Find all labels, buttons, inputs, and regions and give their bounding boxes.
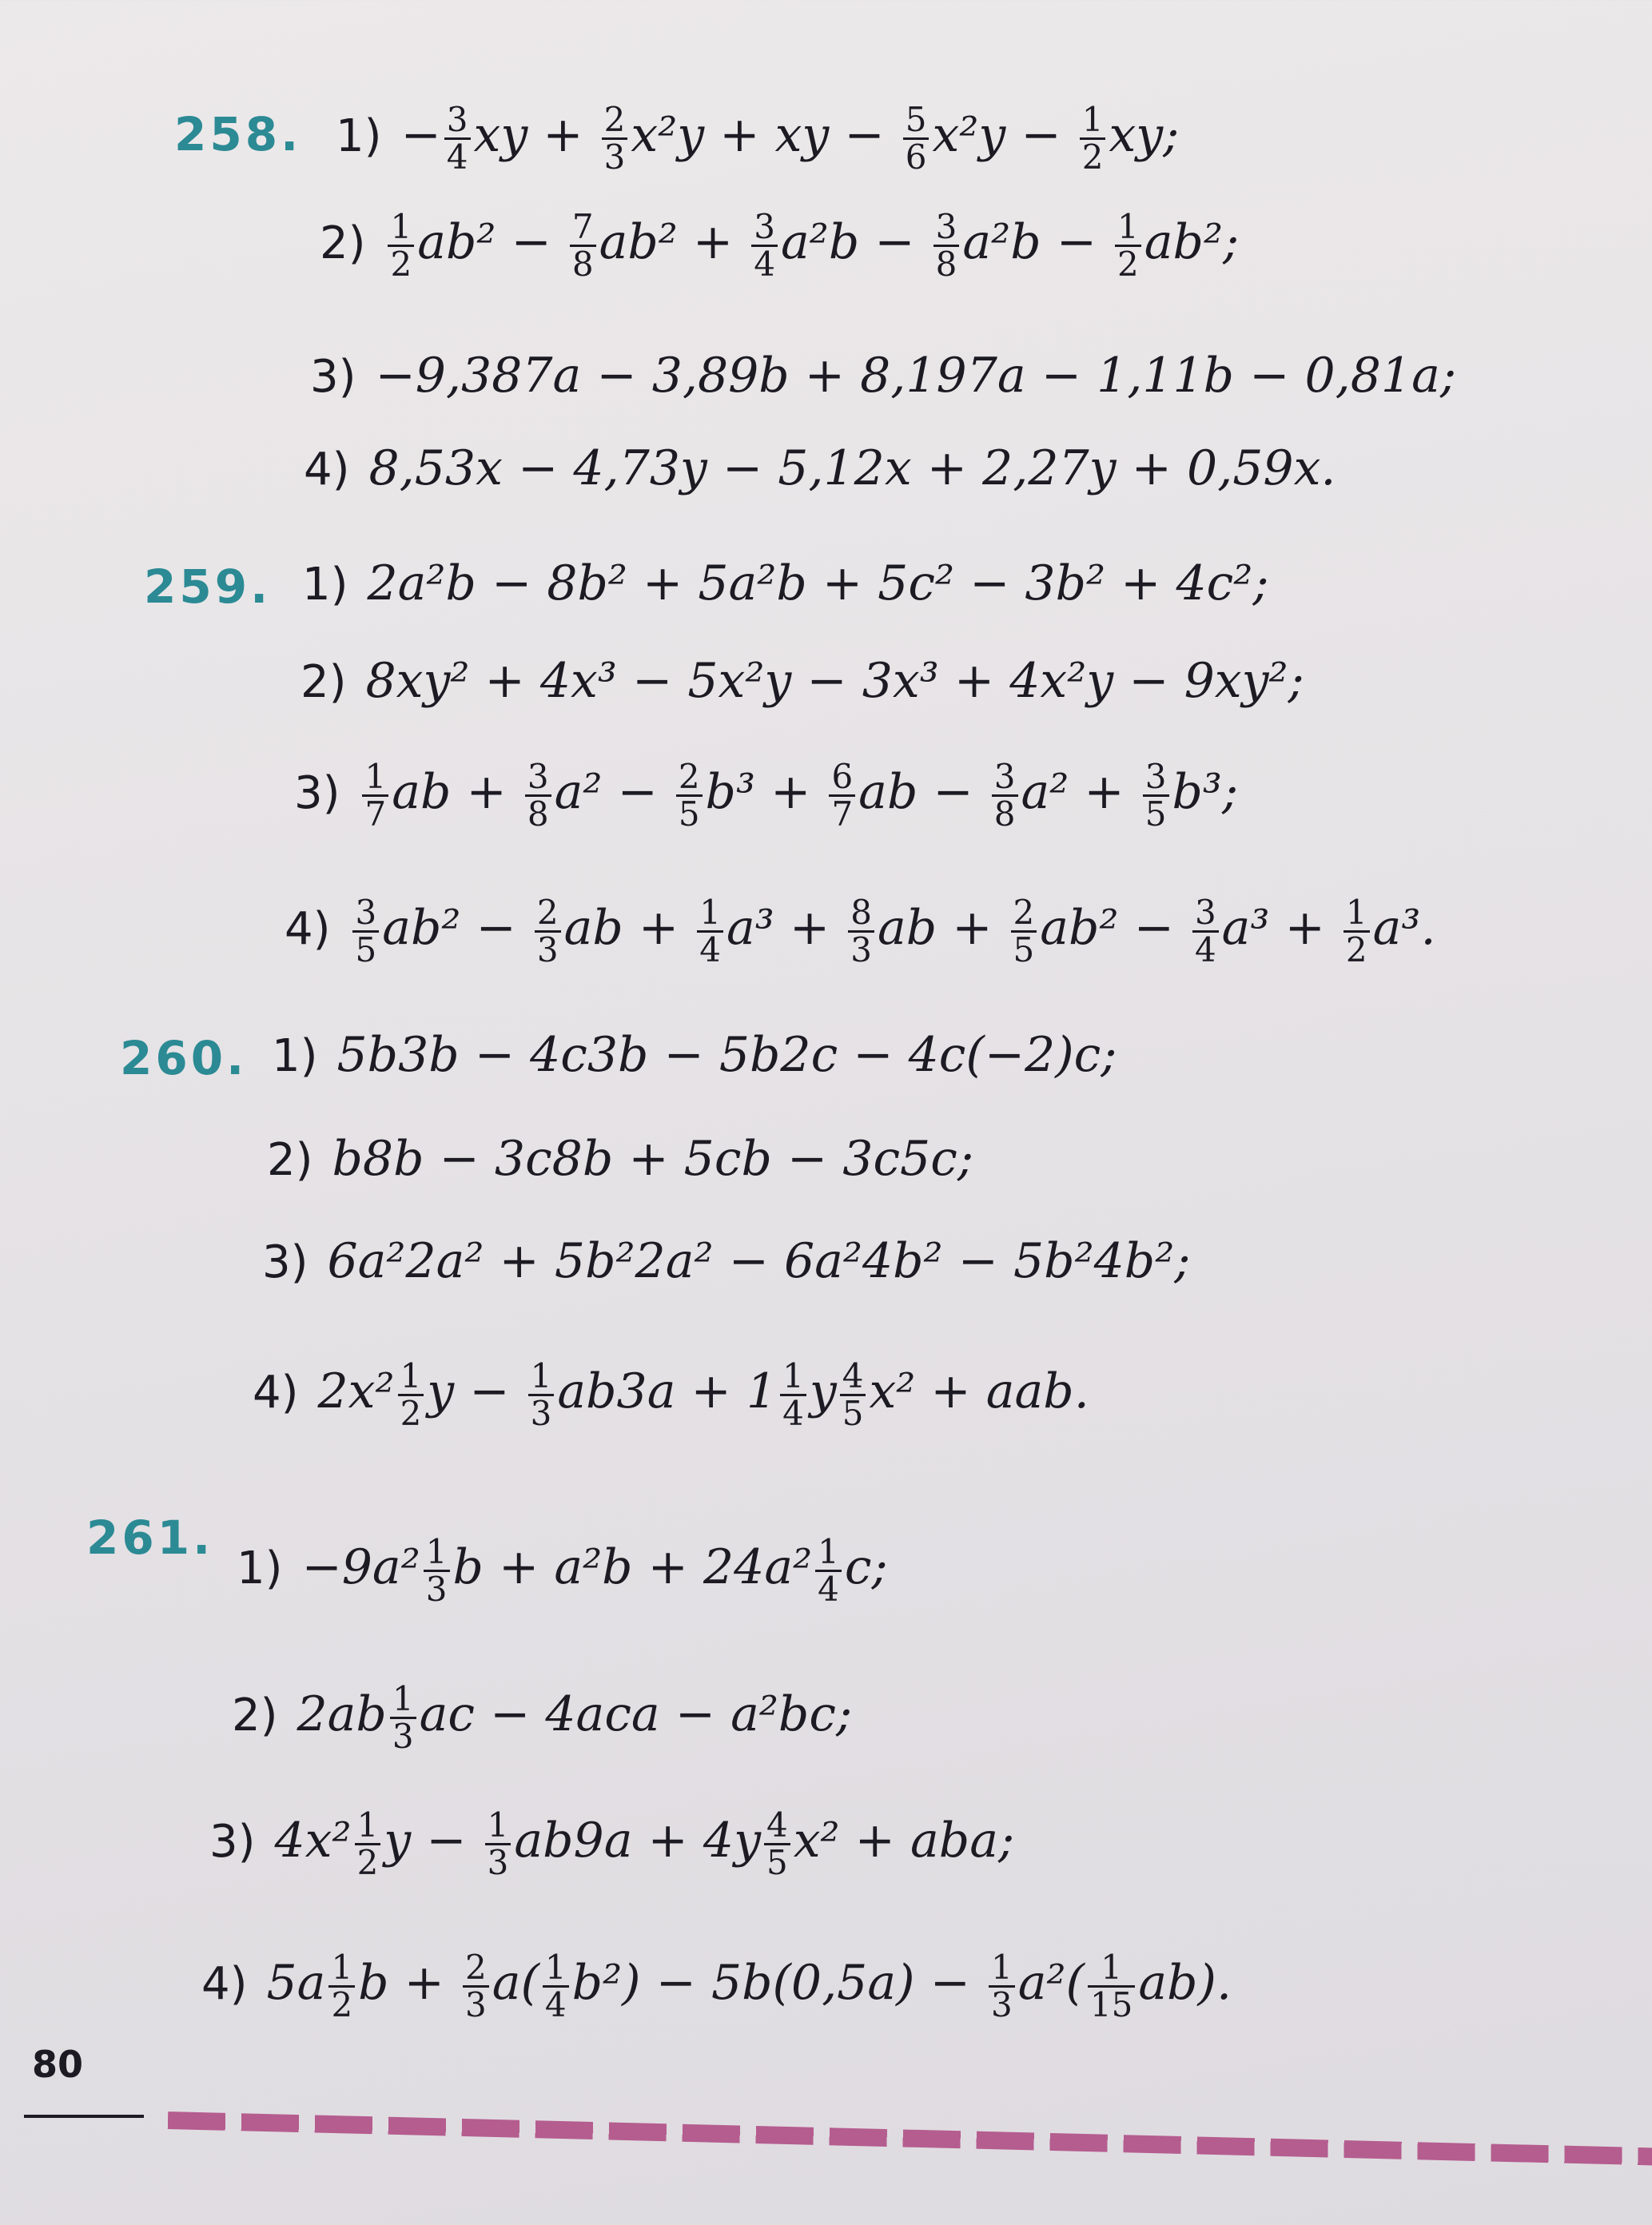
- expression-text: y −: [384, 1813, 482, 1869]
- expression-text: xy +: [473, 107, 599, 164]
- fraction-denominator: 8: [993, 794, 1016, 834]
- exercise-item: [201, 1950, 1232, 2023]
- item-label: 4): [285, 903, 331, 956]
- math-expression: [297, 1679, 853, 1757]
- math-expression: [274, 1805, 1015, 1883]
- item-label: 1): [302, 559, 348, 611]
- fraction: [1080, 102, 1106, 175]
- fraction-denominator: 3: [530, 1394, 552, 1434]
- exercise-item: [304, 440, 1336, 496]
- exercise-number: 258.: [174, 107, 302, 161]
- fraction-numerator: 3: [444, 102, 471, 140]
- fraction: [485, 1805, 512, 1883]
- expression-text: 2ab: [297, 1686, 387, 1743]
- expression-text: y −: [427, 1363, 525, 1420]
- fraction-denominator: 5: [842, 1394, 864, 1434]
- math-expression: [327, 1233, 1190, 1289]
- expression-text: 8xy² + 4x³ − 5x²y − 3x³ + 4x²y − 9xy²;: [365, 653, 1304, 709]
- fraction-numerator: 3: [751, 209, 778, 247]
- expression-text: ab² −: [382, 900, 531, 957]
- exercise-item: [285, 895, 1436, 968]
- fraction-denominator: 2: [1117, 245, 1139, 285]
- fraction-denominator: 4: [818, 1570, 839, 1610]
- expression-text: 5a: [266, 1955, 326, 2012]
- fraction-denominator: 3: [603, 137, 626, 177]
- expression-text: ab +: [392, 764, 522, 821]
- expression-text: a²b −: [781, 214, 930, 271]
- expression-text: −: [400, 107, 441, 164]
- page-number-rule: [24, 2115, 144, 2118]
- expression-text: a²(: [1017, 1955, 1085, 2012]
- fraction-denominator: 5: [355, 930, 377, 970]
- page-number: 80: [32, 2043, 84, 2086]
- exercise-item: [320, 207, 1240, 285]
- fraction: [764, 1805, 790, 1883]
- fraction-numerator: 3: [525, 759, 551, 797]
- fraction: [989, 1950, 1015, 2023]
- item-label: 1): [237, 1542, 283, 1595]
- fraction: [390, 1679, 416, 1757]
- expression-text: x² + aba;: [793, 1813, 1015, 1869]
- fraction: [840, 1356, 866, 1434]
- fraction: [1343, 895, 1370, 968]
- fraction-denominator: 3: [425, 1570, 448, 1610]
- fraction: [933, 207, 960, 285]
- fraction-denominator: 2: [400, 1394, 422, 1434]
- fraction: [398, 1356, 424, 1434]
- exercise-item: [272, 1027, 1117, 1083]
- fraction-denominator: 4: [446, 137, 468, 177]
- fraction-numerator: 2: [535, 895, 561, 933]
- fraction: [463, 1950, 489, 2023]
- expression-text: 5b3b − 4c3b − 5b2c − 4c(−2)c;: [336, 1027, 1117, 1083]
- expression-text: ab² −: [1040, 900, 1189, 957]
- expression-text: ab).: [1138, 1955, 1232, 2012]
- fraction-denominator: 3: [392, 1717, 414, 1757]
- fraction: [543, 1950, 569, 2023]
- fraction-numerator: 1: [697, 895, 723, 933]
- fraction-numerator: 1: [1088, 1950, 1135, 1988]
- exercise-item: [253, 1356, 1089, 1434]
- expression-text: −9,387a − 3,89b + 8,197a − 1,11b − 0,81a;: [375, 348, 1457, 404]
- expression-text: −9a²: [301, 1539, 420, 1596]
- fraction-denominator: 4: [754, 245, 775, 285]
- expression-text: ab +: [563, 900, 695, 957]
- expression-text: a² −: [554, 764, 673, 821]
- exercise-item: [267, 1131, 974, 1187]
- fraction: [1192, 895, 1219, 968]
- expression-text: 2a²b − 8b² + 5a²b + 5c² − 3b² + 4c²;: [367, 555, 1269, 611]
- fraction-denominator: 3: [465, 1985, 487, 2025]
- fraction-numerator: 1: [1343, 895, 1370, 933]
- fraction-denominator: 7: [831, 794, 854, 834]
- fraction: [444, 102, 471, 175]
- fraction: [1011, 895, 1037, 968]
- exercise-item: [209, 1805, 1015, 1883]
- expression-text: b²) − 5b(0,5a) −: [571, 1955, 985, 2012]
- exercise-item: [294, 759, 1238, 832]
- fraction-denominator: 3: [990, 1985, 1013, 2025]
- item-label: 2): [232, 1690, 278, 1742]
- expression-text: ab +: [877, 900, 1008, 957]
- fraction-numerator: 1: [1115, 209, 1141, 247]
- exercise-item: [237, 1532, 888, 1610]
- expression-text: b³ +: [705, 764, 826, 821]
- fraction: [1143, 759, 1169, 832]
- fraction-numerator: 3: [933, 209, 960, 247]
- exercise-item: [336, 102, 1179, 175]
- fraction-numerator: 1: [543, 1950, 569, 1988]
- fraction-numerator: 2: [676, 759, 703, 797]
- fraction: [388, 207, 414, 285]
- fraction: [992, 759, 1018, 832]
- exercise-item: [310, 348, 1457, 404]
- expression-text: b³;: [1172, 764, 1239, 821]
- fraction-numerator: 3: [1143, 759, 1169, 797]
- fraction: [829, 759, 855, 832]
- fraction: [352, 895, 379, 968]
- fraction: [780, 1356, 806, 1434]
- fraction-denominator: 3: [487, 1843, 509, 1883]
- fraction-denominator: 15: [1089, 1985, 1133, 2025]
- item-label: 1): [272, 1030, 318, 1082]
- fraction: [602, 102, 628, 175]
- expression-text: a²b −: [962, 214, 1113, 271]
- fraction-numerator: 3: [1192, 895, 1219, 933]
- fraction-numerator: 1: [989, 1950, 1015, 1988]
- math-expression: [336, 1027, 1117, 1083]
- fraction-numerator: 1: [388, 209, 414, 247]
- fraction-denominator: 5: [1144, 794, 1167, 834]
- expression-text: ab9a + 4y: [514, 1813, 761, 1869]
- fraction-numerator: 1: [398, 1359, 424, 1396]
- math-expression: [365, 653, 1304, 709]
- fraction-denominator: 8: [571, 245, 594, 285]
- exercise-item: [302, 555, 1269, 611]
- item-label: 3): [209, 1816, 256, 1869]
- fraction-numerator: 8: [848, 895, 874, 933]
- expression-text: x²y + xy −: [631, 107, 900, 164]
- fraction: [697, 895, 723, 968]
- item-label: 1): [336, 110, 382, 163]
- fraction: [848, 895, 874, 968]
- fraction-numerator: 4: [840, 1359, 866, 1396]
- exercise-number: 261.: [86, 1511, 214, 1565]
- fraction-numerator: 2: [602, 102, 628, 140]
- item-label: 4): [201, 1958, 248, 2011]
- math-expression: [266, 1948, 1232, 2025]
- fraction-denominator: 8: [527, 794, 549, 834]
- math-expression: [400, 100, 1180, 177]
- exercise-item: [301, 653, 1304, 709]
- item-label: 2): [320, 217, 366, 270]
- fraction-numerator: 7: [570, 209, 596, 247]
- math-expression: [301, 1532, 888, 1610]
- fraction: [903, 102, 929, 175]
- fraction-denominator: 6: [905, 137, 927, 177]
- fraction-denominator: 4: [1194, 930, 1216, 970]
- fraction-denominator: 3: [536, 930, 559, 970]
- fraction: [676, 759, 703, 832]
- math-expression: [359, 757, 1239, 834]
- math-expression: [332, 1131, 973, 1187]
- item-label: 3): [310, 351, 356, 403]
- expression-text: a² +: [1021, 764, 1140, 821]
- fraction: [328, 1950, 355, 2023]
- expression-text: b + a²b + 24a²: [452, 1539, 813, 1596]
- fraction: [815, 1532, 842, 1610]
- expression-text: ab² −: [417, 214, 567, 271]
- expression-text: 8,53x − 4,73y − 5,12x + 2,27y + 0,59x.: [368, 440, 1336, 496]
- fraction: [1115, 207, 1141, 285]
- fraction-numerator: 3: [352, 895, 379, 933]
- expression-text: y: [809, 1363, 837, 1420]
- fraction-numerator: 6: [829, 759, 855, 797]
- expression-text: ac − 4aca − a²bc;: [419, 1686, 853, 1743]
- fraction-numerator: 1: [528, 1359, 555, 1396]
- fraction: [1088, 1950, 1135, 2023]
- expression-text: a(: [492, 1955, 539, 2012]
- fraction-numerator: 1: [1080, 102, 1106, 140]
- expression-text: c;: [844, 1539, 888, 1596]
- item-label: 3): [294, 767, 340, 820]
- item-label: 2): [301, 656, 347, 708]
- fraction: [535, 895, 561, 968]
- expression-text: xy;: [1109, 107, 1180, 164]
- fraction-numerator: 3: [992, 759, 1018, 797]
- expression-text: x²y −: [932, 107, 1077, 164]
- math-expression: [367, 555, 1268, 611]
- fraction-denominator: 2: [331, 1985, 353, 2025]
- item-label: 4): [304, 444, 350, 496]
- fraction: [424, 1532, 450, 1610]
- math-expression: [375, 348, 1456, 404]
- fraction-denominator: 2: [356, 1843, 379, 1883]
- fraction-denominator: 5: [766, 1843, 788, 1883]
- fraction-numerator: 1: [780, 1359, 806, 1396]
- expression-text: a³ +: [1221, 900, 1340, 957]
- expression-text: b8b − 3c8b + 5cb − 3c5c;: [332, 1131, 974, 1187]
- fraction-denominator: 5: [678, 794, 700, 834]
- fraction-numerator: 2: [1011, 895, 1037, 933]
- fraction-denominator: 5: [1013, 930, 1035, 970]
- fraction-numerator: 1: [362, 759, 388, 797]
- exercise-number: 259.: [144, 559, 272, 614]
- fraction-numerator: 1: [815, 1534, 842, 1572]
- fraction: [525, 759, 551, 832]
- item-label: 4): [253, 1367, 299, 1419]
- fraction-denominator: 2: [1345, 930, 1367, 970]
- decorative-dashed-border: [168, 2112, 1652, 2165]
- math-expression: [349, 893, 1436, 970]
- fraction-numerator: 5: [903, 102, 929, 140]
- expression-text: a³ +: [726, 900, 846, 957]
- expression-text: 6a²2a² + 5b²2a² − 6a²4b² − 5b²4b²;: [327, 1233, 1191, 1289]
- fraction-denominator: 2: [390, 245, 412, 285]
- expression-text: ab3a + 1: [557, 1363, 778, 1420]
- fraction-denominator: 7: [364, 794, 387, 834]
- expression-text: 4x²: [274, 1813, 352, 1869]
- fraction-numerator: 1: [485, 1808, 512, 1845]
- math-expression: [384, 207, 1240, 285]
- fraction-numerator: 1: [390, 1682, 416, 1719]
- fraction-numerator: 1: [355, 1808, 381, 1845]
- fraction-denominator: 3: [850, 930, 872, 970]
- fraction-denominator: 8: [935, 245, 957, 285]
- math-expression: [368, 440, 1336, 496]
- fraction-denominator: 4: [782, 1394, 804, 1434]
- exercise-number: 260.: [120, 1031, 248, 1085]
- fraction: [751, 207, 778, 285]
- fraction-denominator: 4: [699, 930, 721, 970]
- expression-text: x² + aab.: [869, 1363, 1089, 1420]
- expression-text: ab −: [858, 764, 989, 821]
- fraction-numerator: 1: [328, 1950, 355, 1988]
- item-label: 2): [267, 1134, 313, 1186]
- math-expression: [317, 1356, 1089, 1434]
- fraction-numerator: 4: [764, 1808, 790, 1845]
- fraction-denominator: 2: [1081, 137, 1104, 177]
- fraction: [570, 207, 596, 285]
- expression-text: ab²;: [1144, 214, 1240, 271]
- fraction-numerator: 2: [463, 1950, 489, 1988]
- fraction-numerator: 1: [424, 1534, 450, 1572]
- exercise-item: [232, 1679, 853, 1757]
- fraction: [528, 1356, 555, 1434]
- fraction-denominator: 4: [544, 1985, 567, 2025]
- expression-text: a³.: [1372, 900, 1436, 957]
- expression-text: b +: [358, 1955, 460, 2012]
- item-label: 3): [262, 1236, 309, 1288]
- fraction: [362, 759, 388, 832]
- expression-text: ab² +: [599, 214, 749, 271]
- expression-text: 2x²: [317, 1363, 395, 1420]
- exercise-item: [262, 1233, 1191, 1289]
- fraction: [355, 1805, 381, 1883]
